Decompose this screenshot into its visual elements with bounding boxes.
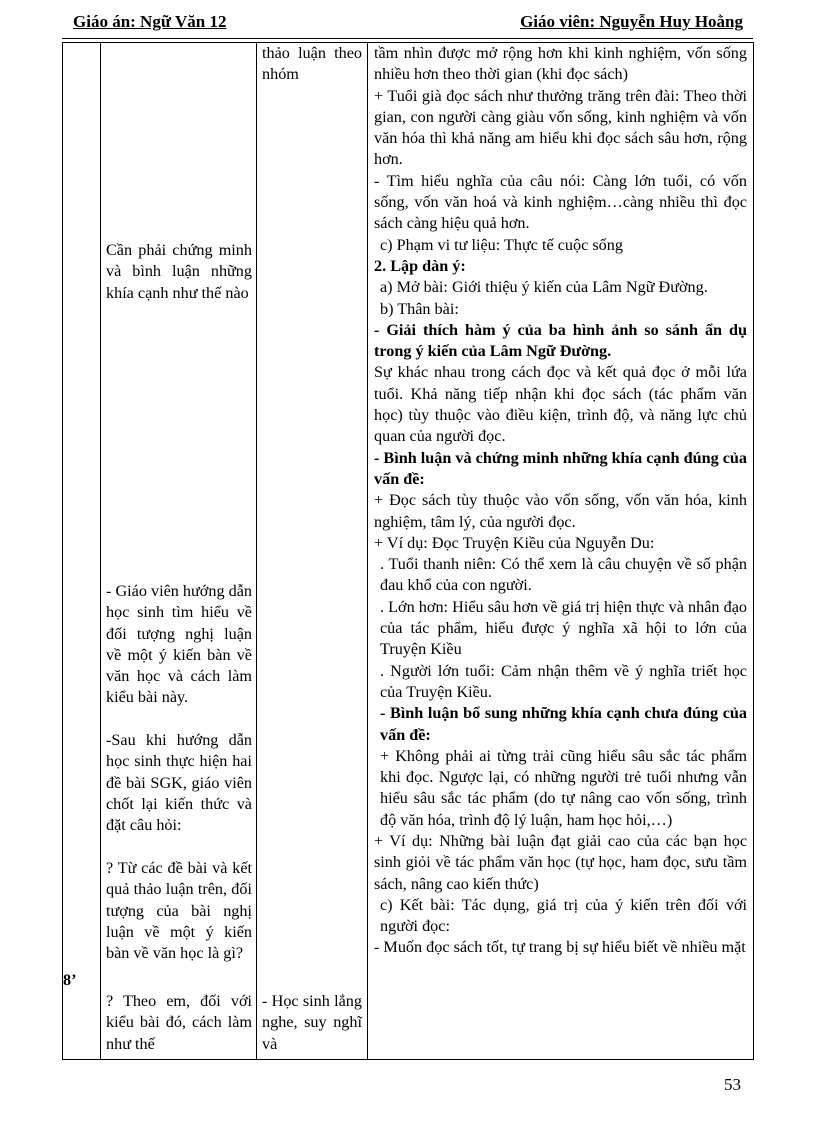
content-paragraph: - Muốn đọc sách tốt, tự trang bị sự hiểu biết về nhiều mặt: [374, 938, 746, 957]
content-paragraph: c) Phạm vi tư liệu: Thực tế cuộc sống: [380, 235, 623, 254]
content-paragraph: + Tuổi già đọc sách như thưởng trăng trên đài: Theo thời gian, con người càng giàu vốn sống, kinh nghiệm và vốn văn hóa thì khả năng am hiểu khi đọc sách sâu hơn, rộng hơn.: [374, 86, 747, 169]
content-paragraph: + Không phải ai từng trải cũng hiểu sâu sắc tác phẩm khi đọc. Ngược lại, có những người trẻ tuổi nhưng vẫn hiểu sâu sắc tác phẩm (do tự nâng cao vốn sống, trình độ văn hóa, trình độ lý luận, ham học hỏi,…): [380, 746, 747, 829]
student-bottom-text: - Học sinh lắng nghe, suy nghĩ và: [262, 992, 362, 1053]
content-paragraph: c) Kết bài: Tác dụng, giá trị của ý kiến trên đối với người đọc:: [380, 895, 747, 936]
table-row: [63, 43, 754, 1060]
content-paragraph: . Lớn hơn: Hiểu sâu hơn về giá trị hiện thực và nhân đạo của tác phẩm, hiểu được ý nghĩa xã hội to lớn của Truyện Kiều: [380, 597, 747, 659]
student-activity-cell: [257, 43, 368, 1060]
teacher-after-text: -Sau khi hướng dẫn học sinh thực hiện hai đề bài SGK, giáo viên chốt lại kiến thức và đặt câu hỏi:: [106, 731, 252, 835]
content-paragraph: - Giải thích hàm ý của ba hình ảnh so sánh ẩn dụ trong ý kiến của Lâm Ngữ Đường.: [374, 320, 747, 361]
content-paragraph: - Bình luận bổ sung những khía cạnh chưa đúng của vấn đề:: [380, 704, 747, 744]
content-paragraph: 2. Lập dàn ý:: [374, 256, 466, 275]
teacher-question-1: Cần phải chứng minh và bình luận những khía cạnh như thế nào: [106, 241, 252, 302]
content-paragraph: Sự khác nhau trong cách đọc và kết quả đọc ở mỗi lứa tuổi. Khả năng tiếp nhận khi đọc sách (tác phẩm văn học) tùy thuộc vào điều kiện, trình độ, và năng lực chủ quan của người đọc.: [374, 363, 747, 446]
content-paragraph: + Ví dụ: Đọc Truyện Kiều của Nguyễn Du:: [374, 533, 655, 552]
header-teacher: Giáo viên: Nguyễn Huy Hoằng: [520, 12, 743, 31]
page-number: 53: [724, 1075, 741, 1094]
time-label: 8’: [63, 970, 77, 989]
content-paragraph: . Tuổi thanh niên: Có thể xem là câu chuyện về số phận đau khổ của con người.: [380, 555, 747, 595]
content-paragraph: b) Thân bài:: [380, 299, 459, 318]
content-paragraph: - Tìm hiểu nghĩa của câu nói: Càng lớn tuổi, có vốn sống, vốn văn hoá và kinh nghiệm…càng nhiều thì đọc sách càng hiệu quả hơn.: [374, 171, 747, 233]
content-cell: [368, 43, 754, 1060]
lesson-table: [62, 42, 754, 1060]
content-paragraph: + Đọc sách tùy thuộc vào vốn sống, vốn văn hóa, kinh nghiệm, tâm lý, của người đọc.: [374, 491, 747, 531]
content-paragraph: tầm nhìn được mở rộng hơn khi kinh nghiệm, vốn sống nhiều hơn theo thời gian (khi đọc sách): [374, 44, 747, 84]
header-divider: [62, 38, 753, 39]
content-paragraph: - Bình luận và chứng minh những khía cạnh đúng của vấn đề:: [374, 448, 748, 488]
content-paragraph: . Người lớn tuổi: Cảm nhận thêm về ý nghĩa triết học của Truyện Kiều.: [380, 661, 747, 701]
header-title: Giáo án: Ngữ Văn 12: [73, 12, 227, 31]
teacher-question-3: ? Theo em, đối với kiểu bài đó, cách làm như thế: [106, 992, 252, 1053]
teacher-guide-text: - Giáo viên hướng dẫn học sinh tìm hiểu về đối tượng nghị luận về một ý kiến bàn về văn học và cách làm kiểu bài này.: [106, 582, 252, 707]
content-paragraph: a) Mở bài: Giới thiệu ý kiến của Lâm Ngữ Đường.: [380, 278, 708, 297]
content-list: [368, 43, 753, 959]
content-paragraph: + Ví dụ: Những bài luận đạt giải cao của các bạn học sinh giỏi về tác phẩm văn học (tự học, ham đọc, sưu tầm sách, nâng cao kiến thức): [374, 831, 747, 893]
time-cell: [63, 43, 101, 1060]
teacher-question-2: ? Từ các đề bài và kết quả thảo luận trên, đối tượng của bài nghị luận về một ý kiến bàn về văn học là gì?: [106, 859, 252, 963]
teacher-activity-cell: [101, 43, 257, 1060]
student-top-text: thảo luận theo nhóm: [262, 44, 362, 84]
